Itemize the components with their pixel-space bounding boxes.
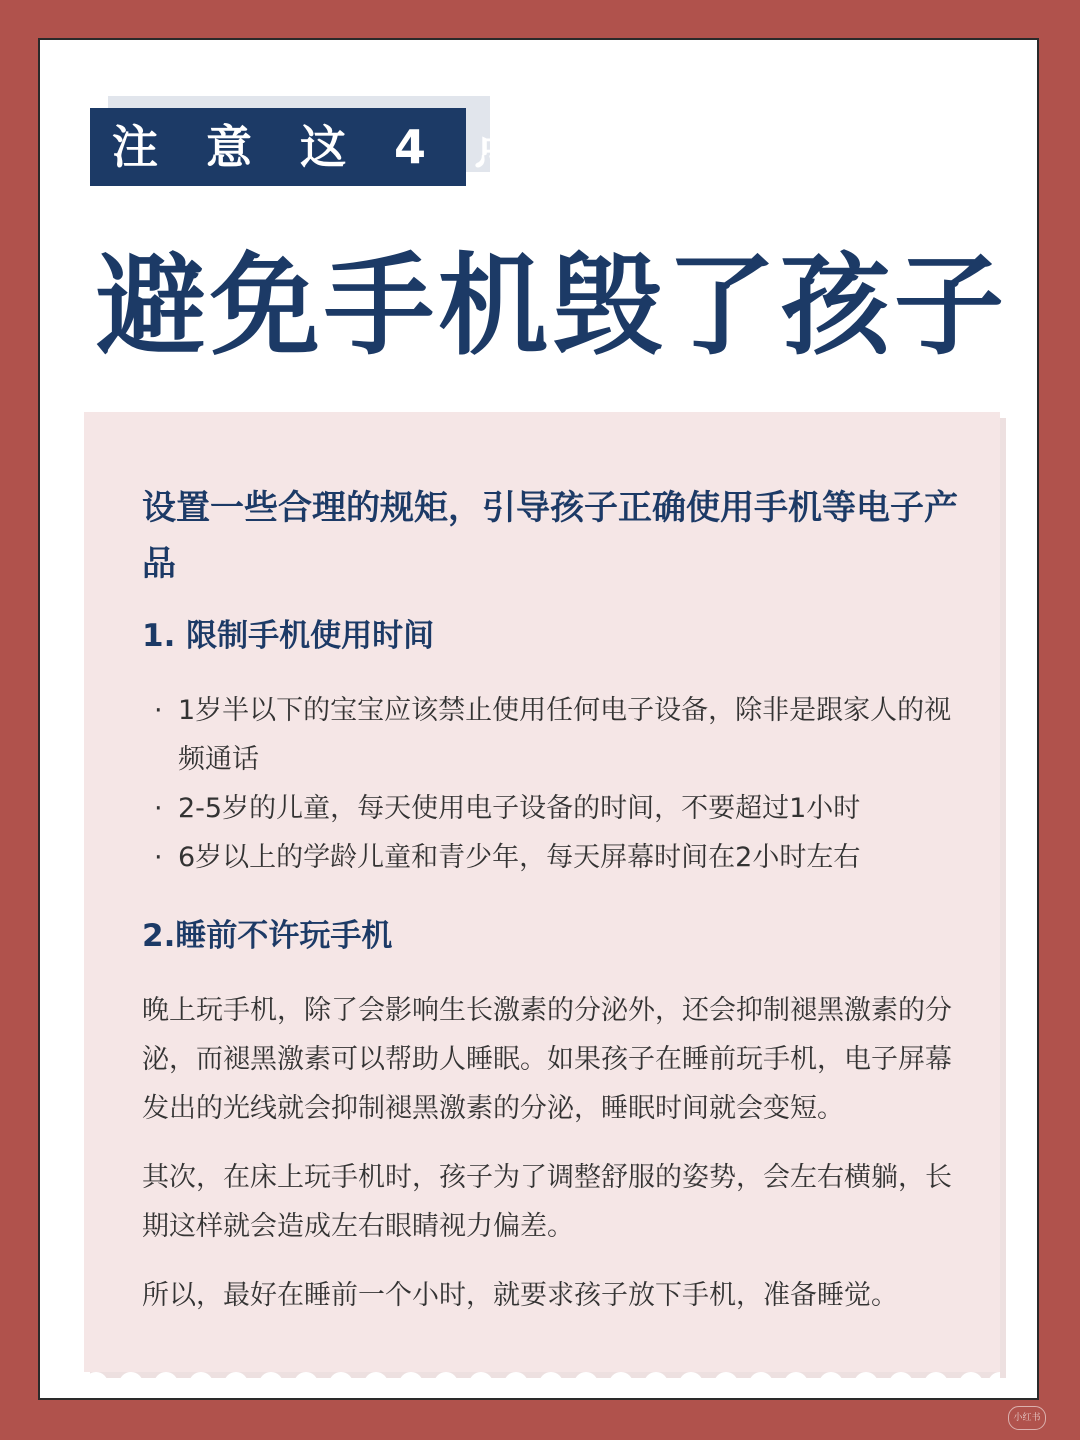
poster-card	[38, 38, 1039, 1400]
section-1-list	[142, 686, 962, 882]
section-1-title: 1. 限制手机使用时间	[142, 618, 435, 654]
intro-heading: 设置一些合理的规矩，引导孩子正确使用手机等电子产品	[142, 488, 958, 584]
scalloped-edge-bottom	[84, 1360, 1000, 1384]
bullet-dot: ·	[154, 793, 163, 824]
list-item-text: 6岁以上的学龄儿童和青少年，每天屏幕时间在2小时左右	[178, 842, 861, 873]
paragraph: 其次，在床上玩手机时，孩子为了调整舒服的姿势，会左右横躺，长期这样就会造成左右眼睛视力偏差。	[142, 1162, 952, 1242]
paragraph: 所以，最好在睡前一个小时，就要求孩子放下手机，准备睡觉。	[142, 1280, 898, 1311]
scalloped-edge-top	[84, 400, 1000, 424]
list-item-text: 1岁半以下的宝宝应该禁止使用任何电子设备，除非是跟家人的视频通话	[178, 695, 952, 775]
list-item	[142, 833, 962, 882]
list-item-text: 2-5岁的儿童，每天使用电子设备的时间，不要超过1小时	[178, 793, 861, 824]
section-2-title: 2.睡前不许玩手机	[142, 918, 393, 954]
bullet-dot: ·	[154, 842, 163, 873]
tag-label: 注 意 这 4 点	[90, 108, 466, 186]
article-body	[142, 480, 962, 1340]
list-item	[142, 784, 962, 833]
main-title: 避免手机毁了孩子	[96, 242, 1008, 370]
bullet-dot: ·	[154, 695, 163, 726]
content-paper	[84, 412, 1000, 1372]
list-item	[142, 686, 962, 784]
paragraph: 晚上玩手机，除了会影响生长激素的分泌外，还会抑制褪黑激素的分泌，而褪黑激素可以帮助人睡眠。如果孩子在睡前玩手机，电子屏幕发出的光线就会抑制褪黑激素的分泌，睡眠时间就会变短。	[142, 995, 952, 1124]
watermark-logo: 小红书	[1008, 1406, 1046, 1430]
